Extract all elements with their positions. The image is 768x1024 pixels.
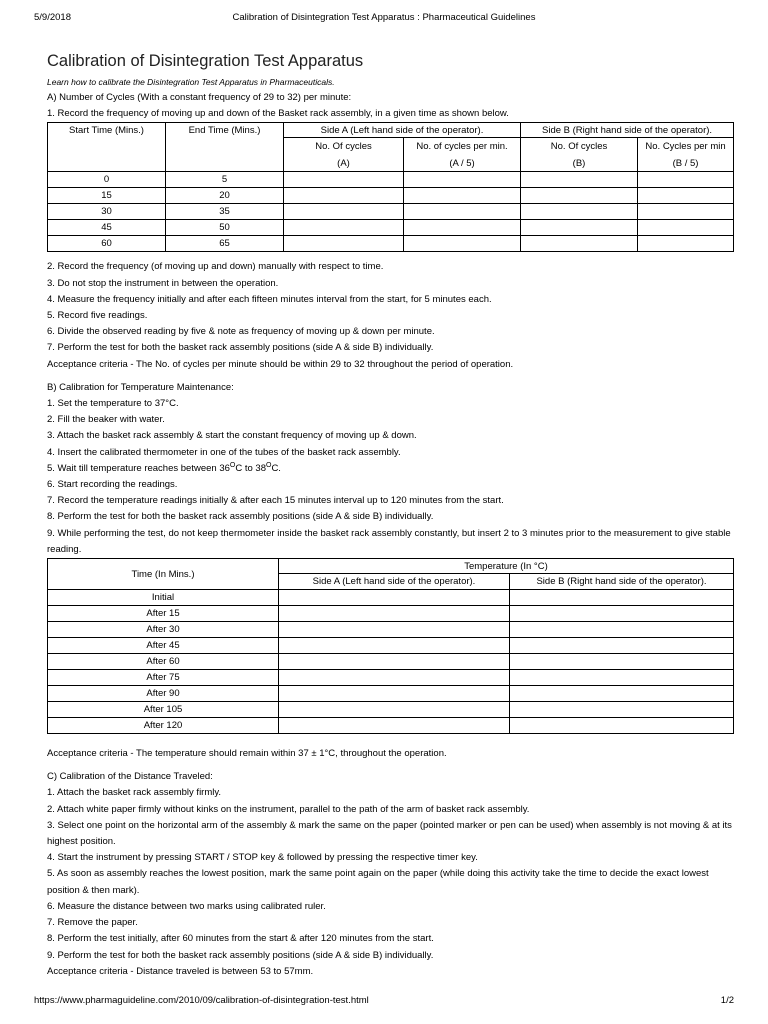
section-a-step-3: 3. Do not stop the instrument in between the operation. [47,277,279,289]
section-c-step-3: 3. Select one point on the horizontal arm of the assembly & mark the same on the paper (pointed marker or pen can be used) when assembly is not moving & at its highest position. [47,819,732,848]
col-cpm-b-sub: (B / 5) [638,155,734,172]
section-a-step-5: 5. Record five readings. [47,310,148,322]
section-b-step-7: 7. Record the temperature readings initially & after each 15 minutes interval up to 120 minutes from the start. [47,495,504,507]
section-a-acceptance: Acceptance criteria - The No. of cycles per minute should be within 29 to 32 throughout the period of operation. [47,358,514,370]
table-row [48,654,734,670]
time-cell: After 120 [48,718,279,734]
section-a-step-1: 1. Record the frequency of moving up and down of the Basket rack assembly, in a given time as shown below. [47,108,509,120]
section-a-heading: A) Number of Cycles (With a constant frequency of 29 to 32) per minute: [47,92,352,103]
step5-suffix: C. [271,462,281,474]
section-b-step-4: 4. Insert the calibrated thermometer in one of the tubes of the basket rack assembly. [47,446,401,458]
section-a-step-2: 2. Record the frequency (of moving up and down) manually with respect to time. [47,261,384,273]
page-title: Calibration of Disintegration Test Apparatus [47,52,364,70]
col-side-b: Side B (Right hand side of the operator). [521,123,734,138]
table-row [48,702,734,718]
col-temp-side-a: Side A (Left hand side of the operator). [279,574,510,590]
table-row [48,606,734,622]
section-c-step-4: 4. Start the instrument by pressing START / STOP key & followed by pressing the respective timer key. [47,852,478,864]
section-b-step-1: 1. Set the temperature to 37°C. [47,398,179,410]
cycles-table [47,122,734,252]
start-time-cell: 15 [48,188,166,204]
section-a-step-4: 4. Measure the frequency initially and after each fifteen minutes interval from the start, for 5 minutes each. [47,293,492,305]
start-time-cell: 60 [48,236,166,252]
time-cell: After 30 [48,622,279,638]
section-b-step-6: 6. Start recording the readings. [47,479,178,491]
step5-mid: C to 38 [235,462,266,474]
start-time-cell: 30 [48,204,166,220]
document-body [47,50,737,980]
end-time-cell: 35 [166,204,284,220]
start-time-cell: 45 [48,220,166,236]
section-c-step-9: 9. Perform the test for both the basket rack assembly positions (side A & side B) individually. [47,949,434,961]
col-cpm-a: No. of cycles per min. [404,138,521,155]
section-b-step-9: 9. While performing the test, do not keep thermometer inside the basket rack assembly constantly, but insert 2 to 3 minutes prior to the measurement to give stable reading. [47,527,731,555]
table-row [48,670,734,686]
end-time-cell: 20 [166,188,284,204]
table-row [48,220,734,236]
end-time-cell: 65 [166,236,284,252]
table-row [48,638,734,654]
time-cell: Initial [48,590,279,606]
section-a-step-7: 7. Perform the test for both the basket rack assembly positions (side A & side B) individually. [47,342,434,354]
print-date: 5/9/2018 [34,12,71,23]
col-time: Time (In Mins.) [48,559,279,590]
section-b-acceptance: Acceptance criteria - The temperature should remain within 37 ± 1°C, throughout the operation. [47,748,447,760]
section-b-step-8: 8. Perform the test for both the basket rack assembly positions (side A & side B) individually. [47,511,434,523]
col-temp-side-b: Side B (Right hand side of the operator). [510,574,734,590]
print-title: Calibration of Disintegration Test Apparatus : Pharmaceutical Guidelines [232,12,536,23]
section-c-acceptance: Acceptance criteria - Distance traveled is between 53 to 57mm. [47,965,314,977]
col-cycles-b: No. Of cycles [521,138,638,155]
print-page-number: 1/2 [720,995,734,1006]
print-footer [34,995,734,1009]
table-row [48,718,734,734]
section-b-step-3: 3. Attach the basket rack assembly & start the constant frequency of moving up & down. [47,430,417,442]
section-b-step-2: 2. Fill the beaker with water. [47,414,165,426]
section-c-step-5: 5. As soon as assembly reaches the lowest position, mark the same point again on the paper (while doing this activity take the time to decide the exact lowest position & then mark). [47,868,709,896]
end-time-cell: 5 [166,172,284,188]
table-row [48,188,734,204]
print-url: https://www.pharmaguideline.com/2010/09/calibration-of-disintegration-test.html [34,995,369,1006]
col-cpm-b: No. Cycles per min [638,138,734,155]
time-cell: After 60 [48,654,279,670]
time-cell: After 105 [48,702,279,718]
table-row [48,686,734,702]
time-cell: After 90 [48,686,279,702]
temperature-table [47,558,734,734]
col-start-time: Start Time (Mins.) [48,123,166,172]
col-cycles-a-sub: (A) [284,155,404,172]
col-end-time: End Time (Mins.) [166,123,284,172]
col-cpm-a-sub: (A / 5) [404,155,521,172]
time-cell: After 15 [48,606,279,622]
section-c-step-8: 8. Perform the test initially, after 60 minutes from the start & after 120 minutes from the start. [47,933,434,945]
time-cell: After 45 [48,638,279,654]
section-a-step-6: 6. Divide the observed reading by five & note as frequency of moving up & down per minute. [47,326,435,338]
page-subtitle: Learn how to calibrate the Disintegration Test Apparatus in Pharmaceuticals. [47,77,335,87]
section-c-step-6: 6. Measure the distance between two marks using calibrated ruler. [47,900,326,912]
table-row [48,204,734,220]
degree-mark: O [229,461,236,469]
print-header [34,12,734,26]
section-c-step-7: 7. Remove the paper. [47,917,138,929]
table-row [48,590,734,606]
section-b-step-5 [47,461,737,477]
time-cell: After 75 [48,670,279,686]
section-b-heading: B) Calibration for Temperature Maintenance: [47,381,234,393]
section-c-step-2: 2. Attach white paper firmly without kinks on the instrument, parallel to the path of the arm of basket rack assembly. [47,803,530,815]
col-temperature: Temperature (In °C) [279,559,734,574]
start-time-cell: 0 [48,172,166,188]
section-c-step-1: 1. Attach the basket rack assembly firmly. [47,787,222,799]
col-cycles-b-sub: (B) [521,155,638,172]
section-c-heading: C) Calibration of the Distance Traveled: [47,771,213,783]
degree-mark: O [265,461,272,469]
col-side-a: Side A (Left hand side of the operator). [284,123,521,138]
end-time-cell: 50 [166,220,284,236]
table-row [48,172,734,188]
step5-prefix: 5. Wait till temperature reaches between 36 [47,462,230,474]
table-row [48,622,734,638]
col-cycles-a: No. Of cycles [284,138,404,155]
table-row [48,236,734,252]
